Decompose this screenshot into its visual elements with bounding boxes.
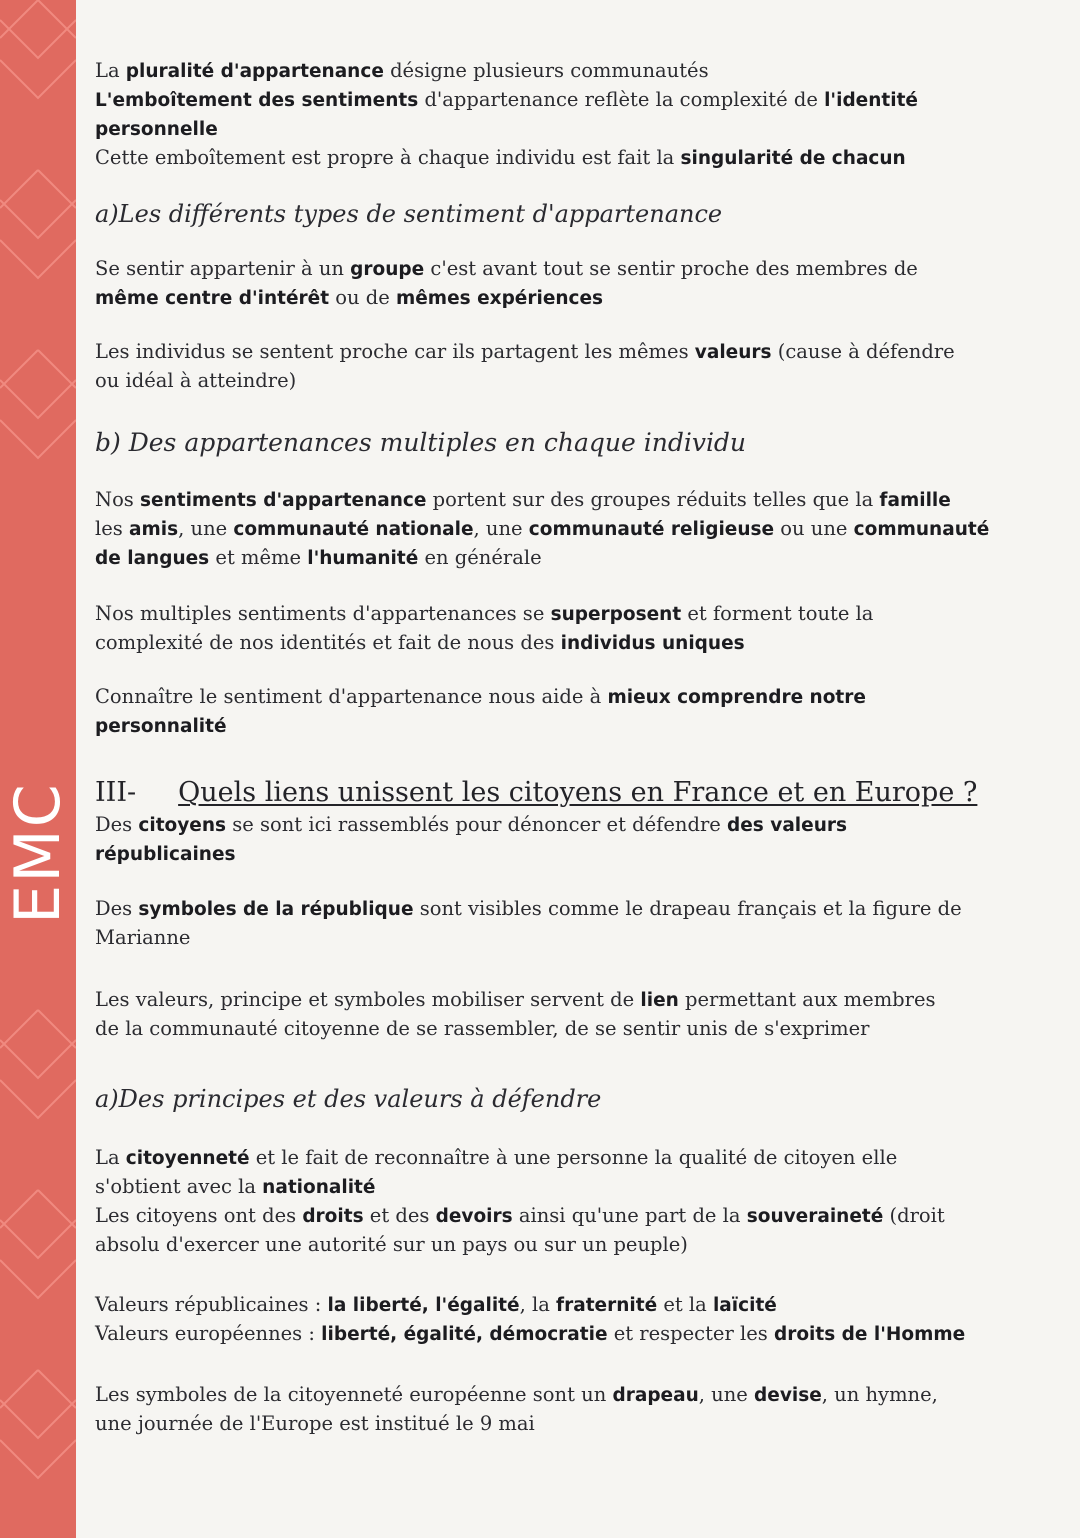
text: et des <box>363 1204 436 1227</box>
text: Les symboles de la citoyenneté européenne sont un <box>95 1383 613 1406</box>
bold-text: la liberté, l'égalité <box>327 1295 520 1316</box>
text-line <box>95 1320 1025 1349</box>
section-b-paragraph-2 <box>95 600 1025 658</box>
text: Nos <box>95 488 141 511</box>
text-line <box>95 811 1025 840</box>
text: de la communauté citoyenne de se rassembler, de se sentir unis de s'exprimer <box>95 1017 870 1040</box>
text: complexité de nos identités et fait de nous des <box>95 631 561 654</box>
bold-text: droits de l'Homme <box>773 1324 966 1345</box>
text-line <box>95 629 1025 658</box>
section-3-title: Quels liens unissent les citoyens en France et en Europe ? <box>178 777 978 808</box>
text-line <box>95 986 1025 1015</box>
text: portent sur des groupes réduits telles que la <box>426 488 880 511</box>
text: et respecter les <box>607 1322 774 1345</box>
bold-text: de langues <box>95 548 210 569</box>
text-line <box>95 57 1025 86</box>
bold-text: citoyenneté <box>125 1148 250 1169</box>
text: , la <box>519 1293 557 1316</box>
bold-text: communauté religieuse <box>528 519 775 540</box>
text: Cette emboîtement est propre à chaque individu est fait la <box>95 146 681 169</box>
section-b-paragraph-1 <box>95 486 1025 573</box>
bold-text: sentiments d'appartenance <box>140 490 427 511</box>
text-line <box>95 284 1025 313</box>
bold-text: lien <box>640 990 679 1011</box>
section-3a-paragraph-2 <box>95 1291 1025 1349</box>
text-line <box>95 515 1025 544</box>
text: La <box>95 59 126 82</box>
bold-text: personnalité <box>95 716 227 737</box>
text: Valeurs européennes : <box>95 1322 322 1345</box>
text-line <box>95 86 1025 115</box>
bold-text: républicaines <box>95 844 236 865</box>
text-line <box>95 1202 1025 1231</box>
bold-text: communauté nationale <box>233 519 474 540</box>
bold-text: symboles de la république <box>138 899 414 920</box>
bold-text: mieux comprendre notre <box>607 687 866 708</box>
text: absolu d'exercer une autorité sur un pays ou sur un peuple) <box>95 1233 688 1256</box>
text: Les citoyens ont des <box>95 1204 303 1227</box>
text: Valeurs républicaines : <box>95 1293 328 1316</box>
text: ou idéal à atteindre) <box>95 369 297 392</box>
section-3-heading <box>95 776 977 810</box>
text-line <box>95 1173 1025 1202</box>
sidebar-label: EMC <box>1 782 74 924</box>
bold-text: pluralité d'appartenance <box>125 61 384 82</box>
bold-text: communauté <box>853 519 990 540</box>
text-line <box>95 1410 1025 1438</box>
text-line <box>95 1291 1025 1320</box>
bold-text: devise <box>754 1385 822 1406</box>
text-line <box>95 924 1025 952</box>
text-line <box>95 144 1025 173</box>
text-line <box>95 1381 1025 1410</box>
text-line <box>95 486 1025 515</box>
bold-text: droits <box>302 1206 364 1227</box>
text-line <box>95 544 1025 573</box>
text-line <box>95 712 1025 741</box>
bold-text: laïcité <box>712 1295 777 1316</box>
bold-text: valeurs <box>694 342 772 363</box>
text-line <box>95 600 1025 629</box>
text: et la <box>657 1293 713 1316</box>
section-b-heading: b) Des appartenances multiples en chaque individu <box>95 428 747 457</box>
section-a-heading: a)Les différents types de sentiment d'appartenance <box>95 200 723 228</box>
intro-paragraph <box>95 57 1025 173</box>
text-line <box>95 683 1025 712</box>
sidebar-banner <box>0 0 76 1538</box>
text: ainsi qu'une part de la <box>512 1204 747 1227</box>
text: Connaître le sentiment d'appartenance nous aide à <box>95 685 608 708</box>
bold-text: drapeau <box>612 1385 699 1406</box>
text: , un hymne, <box>821 1383 938 1406</box>
text-line <box>95 895 1025 924</box>
bold-text: nationalité <box>262 1177 376 1198</box>
section-3-paragraph-3 <box>95 986 1025 1043</box>
text: , une <box>473 517 529 540</box>
text: c'est avant tout se sentir proche des membres de <box>424 257 918 280</box>
text-line <box>95 1231 1025 1259</box>
text: se sont ici rassemblés pour dénoncer et défendre <box>226 813 728 836</box>
bold-text: fraternité <box>556 1295 658 1316</box>
text-line <box>95 338 1025 367</box>
text: et forment toute la <box>681 602 874 625</box>
text: s'obtient avec la <box>95 1175 263 1198</box>
text: Les valeurs, principe et symboles mobiliser servent de <box>95 988 641 1011</box>
text: (cause à défendre <box>771 340 955 363</box>
section-3a-paragraph-3 <box>95 1381 1025 1438</box>
text: ou de <box>329 286 396 309</box>
text: (droit <box>883 1204 945 1227</box>
text-line <box>95 1015 1025 1043</box>
bold-text: souveraineté <box>746 1206 884 1227</box>
text: Des <box>95 813 139 836</box>
text: permettant aux membres <box>678 988 936 1011</box>
section-3-number: III- <box>95 777 137 808</box>
bold-text: personnelle <box>95 119 218 140</box>
text: Des <box>95 897 139 920</box>
text: , une <box>698 1383 755 1406</box>
section-a-paragraph-1 <box>95 255 1025 313</box>
bold-text: même centre d'intérêt <box>95 288 330 309</box>
section-3-paragraph-2 <box>95 895 1025 952</box>
bold-text: l'humanité <box>307 548 419 569</box>
text: Se sentir appartenir à un <box>95 257 351 280</box>
text-line <box>95 1144 1025 1173</box>
bold-text: superposent <box>550 604 682 625</box>
text: et même <box>209 546 308 569</box>
text-line <box>95 840 1025 869</box>
bold-text: des valeurs <box>727 815 847 836</box>
text: , une <box>178 517 234 540</box>
bold-text: groupe <box>350 259 425 280</box>
text: et le fait de reconnaître à une personne la qualité de citoyen elle <box>249 1146 898 1169</box>
text: La <box>95 1146 126 1169</box>
bold-text: devoirs <box>435 1206 513 1227</box>
section-a-paragraph-2 <box>95 338 1025 395</box>
bold-text: individus uniques <box>560 633 745 654</box>
bold-text: amis <box>128 519 179 540</box>
section-3-paragraph-1 <box>95 811 1025 869</box>
section-3a-paragraph-1 <box>95 1144 1025 1259</box>
text: les <box>95 517 129 540</box>
text: Nos multiples sentiments d'appartenances se <box>95 602 551 625</box>
text: Marianne <box>95 926 191 949</box>
text: sont visibles comme le drapeau français et la figure de <box>413 897 962 920</box>
text: d'appartenance reflète la complexité de <box>418 88 825 111</box>
bold-text: mêmes expériences <box>395 288 604 309</box>
bold-text: citoyens <box>138 815 227 836</box>
bold-text: singularité de chacun <box>680 148 906 169</box>
text: une journée de l'Europe est institué le 9 mai <box>95 1412 535 1435</box>
section-b-paragraph-3 <box>95 683 1025 741</box>
text-line <box>95 255 1025 284</box>
bold-text: l'identité <box>824 90 918 111</box>
text-line <box>95 115 1025 144</box>
text: désigne plusieurs communautés <box>383 59 709 82</box>
bold-text: liberté, égalité, démocratie <box>321 1324 608 1345</box>
bold-text: L'emboîtement des sentiments <box>95 90 419 111</box>
section-3a-heading: a)Des principes et des valeurs à défendre <box>95 1085 602 1113</box>
text: en générale <box>418 546 542 569</box>
text: ou une <box>774 517 854 540</box>
bold-text: famille <box>879 490 951 511</box>
text-line <box>95 367 1025 395</box>
text: Les individus se sentent proche car ils partagent les mêmes <box>95 340 695 363</box>
